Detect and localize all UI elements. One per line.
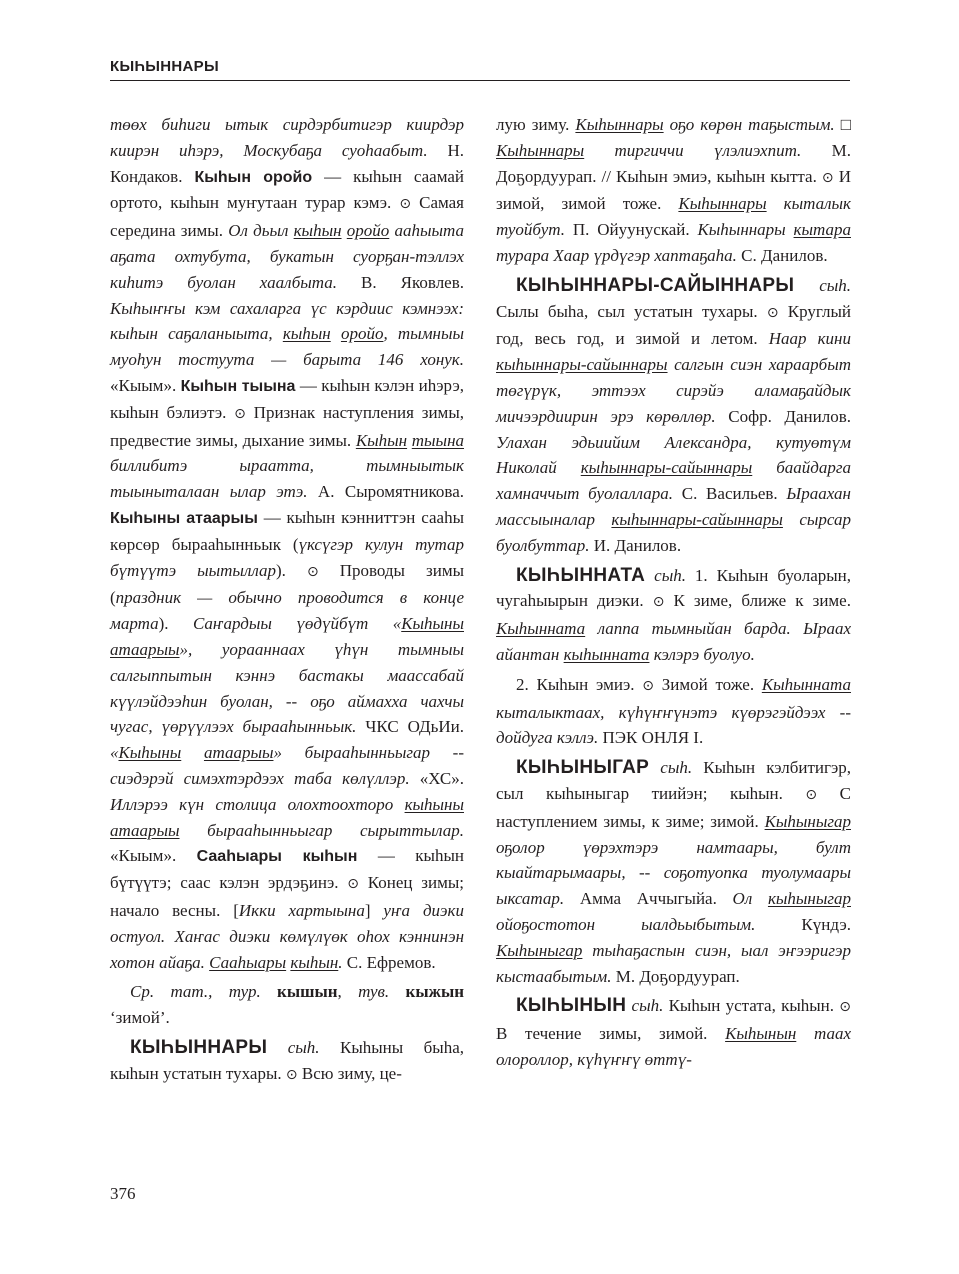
text-run: Н. Кондаков. [110,140,464,186]
underlined-example-word: Кыһынната [496,619,586,639]
underlined-example-word: тыына [411,430,465,450]
italic-text: « [110,743,119,763]
italic-text: үксүгэр кулун тутар бүтүүтэ ыытыллар [110,534,464,580]
italic-text: Кыһыҥҥы кэм сахаларга үс кэрдиис кэмнээх: кыһын саҕаланыыта, [110,298,464,344]
italic-text: Икки хартыына [238,900,365,920]
italic-text: турара Хаар үрдүгэр хаптаҕаһа. [496,245,737,265]
italic-text: сырсар буолбуттар. [496,509,851,555]
text-run: А. Сыромятникова. [307,482,464,502]
italic-text: ааһыыта аҕата охтубута, букатын суорҕан-тэллэх киһитэ буолан хаалбыта. [110,221,465,292]
dictionary-paragraph [496,755,851,989]
translation-marker-icon: ⊙ [652,594,665,611]
text-run: ‘зимой’. [110,1008,170,1028]
underlined-example-word: кыһыныгар [767,889,851,909]
text-run: Софр. Данилов. [715,406,851,426]
text-run: «Кыым». [110,375,181,395]
text-run: , [337,982,359,1002]
text-run: 2. Кыһын эмиэ. [516,674,643,694]
dictionary-paragraph [496,563,851,668]
italic-text: Саҥардыы үөдүйбүт « [192,614,402,634]
dictionary-paragraph [496,273,851,559]
text-run: — кыһын саамай ортото, кыһын муҥутаан турар кэмэ. [110,166,464,213]
entry-headword: КЫҺЫНЫГАР [516,757,650,779]
phrase-headword: Сааһыары кыһын [196,848,358,866]
dictionary-paragraph [496,112,851,269]
text-run: П. Ойуунускай. [565,220,698,240]
italic-text: оҕо көрөн таҕыстым. [663,115,835,134]
text-run: — кыһын кэлэн иһэрэ, кыһын бэлиэтэ. [110,375,465,422]
italic-text: », уорааннаах үһүн тымныы салгыппытын кэннэ бастакы маассабай күүлэйдээһин буолан, -- оҕо аймахха чахчы чугас, үөрүүлээх бырааһынньык. [110,639,464,737]
underlined-example-word: Кыһыннары [496,140,585,160]
translation-marker-icon: ⊙ [399,196,412,213]
text-run: ЧКС ОДьИи. [356,717,464,737]
bold-cognate: кышын [277,982,338,1002]
underlined-example-word: Кыһыныгар [496,940,583,960]
text-run: И зимой, зимой тоже. [496,166,852,214]
italic-text: Наар кини [768,329,851,349]
translation-marker-icon: ⊙ [642,677,655,694]
text-run: Күндэ. [755,914,851,934]
left-column [110,112,464,1088]
italic-text: праздник — обычно проводится в конце марта [110,588,464,634]
italic-text: Иллэрээ күн столица олохтоохторо [110,794,405,814]
underlined-example-word: Кыһыны [118,743,182,763]
running-header [110,58,850,81]
bold-cognate: кыжын [405,982,465,1002]
italic-text: сыһ. [645,565,695,585]
text-run: В. Яковлев. [337,272,464,292]
italic-text: ойоҕостотон ыалдьыбытым. [496,914,756,934]
italic-text: тыһаҕаспын сиэн, ыал эҥээригэр кыстаабытым. [496,940,851,986]
italic-text: бырааһынньыгар сырыттылар. [179,820,464,840]
translation-marker-icon: ⊙ [821,169,834,186]
entry-headword: КЫҺЫНЫН [516,995,627,1017]
translation-marker-icon: ⊙ [306,563,319,580]
italic-text: тиргиччи үлэлиэхпит. [584,140,802,160]
italic-text: салгын сиэн хараарбыт төгүрүк, эттээх сирэйэ аламаҕайдык мичээрдиирин эрэ көрөллөр. [496,355,851,426]
page-number: 376 [110,1184,136,1203]
text-run: В течение зимы, зимой. [496,1024,726,1044]
translation-marker-icon: ⊙ [805,786,818,803]
italic-text: таах олороллор, күһүҥҥү өттү- [496,1024,852,1069]
translation-marker-icon: ⊙ [839,999,852,1016]
text-run: «Кыым». [110,846,197,866]
italic-text [181,743,204,762]
italic-text: Ыраахан массыыналар [496,484,851,529]
italic-text: оҕолор үөрэхтэрэ намтаары, булт кыайтарымаары, -- соҕотуопка туолумаары ыксатар. [496,837,851,909]
underlined-example-word: атаарыы [203,743,274,763]
text-run: ). [275,560,307,580]
text-run: С. Васильев. [672,484,787,504]
italic-text: сыһ. [794,275,851,295]
italic-text: кыталык туойбут. [496,194,852,240]
italic-text: Ол дьыл [228,221,294,241]
underlined-example-word: Кыһынната [761,674,851,694]
underlined-example-word: Кыһын [355,430,408,450]
underlined-example-word: кыһын [290,952,339,972]
dictionary-paragraph [110,112,464,975]
text-run: Кыһыны быһа, кыһын устатын тухары. [110,1037,464,1083]
underlined-example-word: Кыһыннары [678,194,767,214]
text-run: ПЭК ОНЛЯ I. [598,728,704,748]
underlined-example-word: Кыһыныгар [764,811,851,831]
text-run: Сылы быһа, сыл устатын тухары. [496,301,767,321]
text-run: С наступлением зимы, к зиме; зимой. [496,783,852,831]
italic-text: Ол [732,889,768,909]
running-header-title: КЫҺЫННАРЫ [110,58,219,75]
text-run: Кыһын кэлбитигэр, сыл кыһыныгар тиийэн; кыһын. [496,758,851,803]
underlined-example-word: оройо [340,324,384,344]
phrase-headword: Кыһын тыына [180,377,296,395]
text-run: С. Ефремов. [342,952,436,972]
italic-text: Ср. тат., тур. [130,982,278,1002]
underlined-example-word: Кыһынын [725,1024,797,1044]
underlined-example-word: атаарыы [110,639,180,659]
right-column [496,112,851,1073]
text-run: Кыһын устата, кыһын. [668,996,840,1016]
italic-text: сыһ. [649,758,704,778]
entry-headword: КЫҺЫННАРЫ [130,1036,268,1058]
entry-headword: КЫҺЫННАРЫ-САЙЫННАРЫ [516,274,795,296]
italic-text: кыталыктаах, күһүҥҥүнэтэ күөрэгэйдээх -- дойдуга кэллэ. [496,702,851,748]
italic-text: биллибитэ ыраатта, тымныытык тыыныталаан ылар этэ. [110,456,464,502]
text-run: Всю зиму, це- [297,1063,402,1083]
underlined-example-word: кыһыны [404,794,464,814]
italic-text: , тымныы муоһун тостуута — барыта 146 хонук. [110,324,465,370]
text-run: — кыһын бүтүүтэ; саас кэлэн эрдэҕинэ. [110,846,464,893]
italic-text: сыһ. [626,996,669,1016]
underlined-example-word: кыһынната [563,644,650,664]
text-run: ] [364,900,384,920]
italic-text: уҥа диэки остуол. Хаҥас диэки көмүлүөк оһох кэннинэн хотон айаҕа. [110,900,465,972]
underlined-example-word: атаарыы [110,820,180,840]
italic-text: . [338,952,343,972]
text-run: М. Доҕордуурап. // Кыһын эмиэ, кыһын кытта. [496,140,851,186]
dictionary-paragraph [496,672,851,751]
dictionary-paragraph [496,993,851,1072]
text-run: Зимой тоже. [654,674,762,694]
dictionary-paragraph [110,1035,464,1089]
italic-text: кэлэрэ буолуо. [649,644,755,664]
italic-text: баайдарга хамначчыт буолаллара. [496,458,851,504]
phrase-headword: Кыһыны атаарыы [110,509,258,527]
text-run: □ [834,115,851,134]
text-run: лую зиму. [496,115,576,134]
text-run: И. Данилов. [589,535,682,555]
translation-marker-icon: ⊙ [234,405,246,422]
underlined-example-word: оройо [346,221,390,241]
phrase-headword: Кыһын оройо [194,168,313,186]
text-run: «ХС». [409,768,464,788]
text-run: 1. Кыһын буоларын, чугаһыырын диэки. [496,565,852,611]
underlined-example-word: кытара [793,220,851,240]
entry-headword: КЫҺЫННАТА [516,564,646,586]
text-run: Конец зимы; начало весны. [ [110,873,464,920]
underlined-example-word: Кыһыннары [575,115,664,134]
dictionary-paragraph [110,979,464,1031]
italic-text: » бырааһынньыгар -- сиэдэрэй симэхтэрдээх таба көлүллэр. [110,743,464,788]
italic-text: лаппа тымныйан барда. Ыраах айантан [496,619,851,664]
text-run: Признак наступления зимы, предвестие зимы, дыхание зимы. [110,402,464,450]
italic-text: сыһ. [267,1037,340,1057]
text-run: С. Данилов. [736,245,828,265]
text-run: М. Доҕордуурап. [611,966,740,986]
text-run: Самая середина зимы. [110,193,464,241]
text-run: ). [158,614,193,634]
underlined-example-word: кыһын [282,324,331,344]
italic-text [331,324,341,343]
italic-text: Улахан эдьиийим Александра, кутуөтүм Николай [496,432,851,478]
text-run: — кыһын кэнниттэн сааһы көрсөр бырааһынньык ( [110,507,464,554]
text-run: К зиме, ближе к зиме. [664,591,851,611]
text-run: Круглый год, весь год, и зимой и летом. [496,301,851,349]
underlined-example-word: кыһыннары-сайыннары [496,355,668,375]
underlined-example-word: Кыһыны [401,614,464,634]
italic-text: төөх биһиги ытык сирдэрбитигэр киирдэр киирэн иһэрэ, Москубаҕа суоһаабыт. [110,115,464,160]
translation-marker-icon: ⊙ [766,304,779,321]
translation-marker-icon: ⊙ [347,876,359,893]
italic-text: тув. [358,982,406,1002]
underlined-example-word: Сааһыары [209,952,287,972]
underlined-example-word: кыһыннары-сайыннары [611,509,783,529]
text-run: Проводы зимы ( [110,560,464,608]
italic-text: Кыһыннары [697,220,794,240]
underlined-example-word: кыһыннары-сайыннары [580,458,753,478]
translation-marker-icon: ⊙ [285,1066,298,1083]
underlined-example-word: кыһын [293,221,342,241]
text-run: Амма Аччыгыйа. [564,889,733,909]
